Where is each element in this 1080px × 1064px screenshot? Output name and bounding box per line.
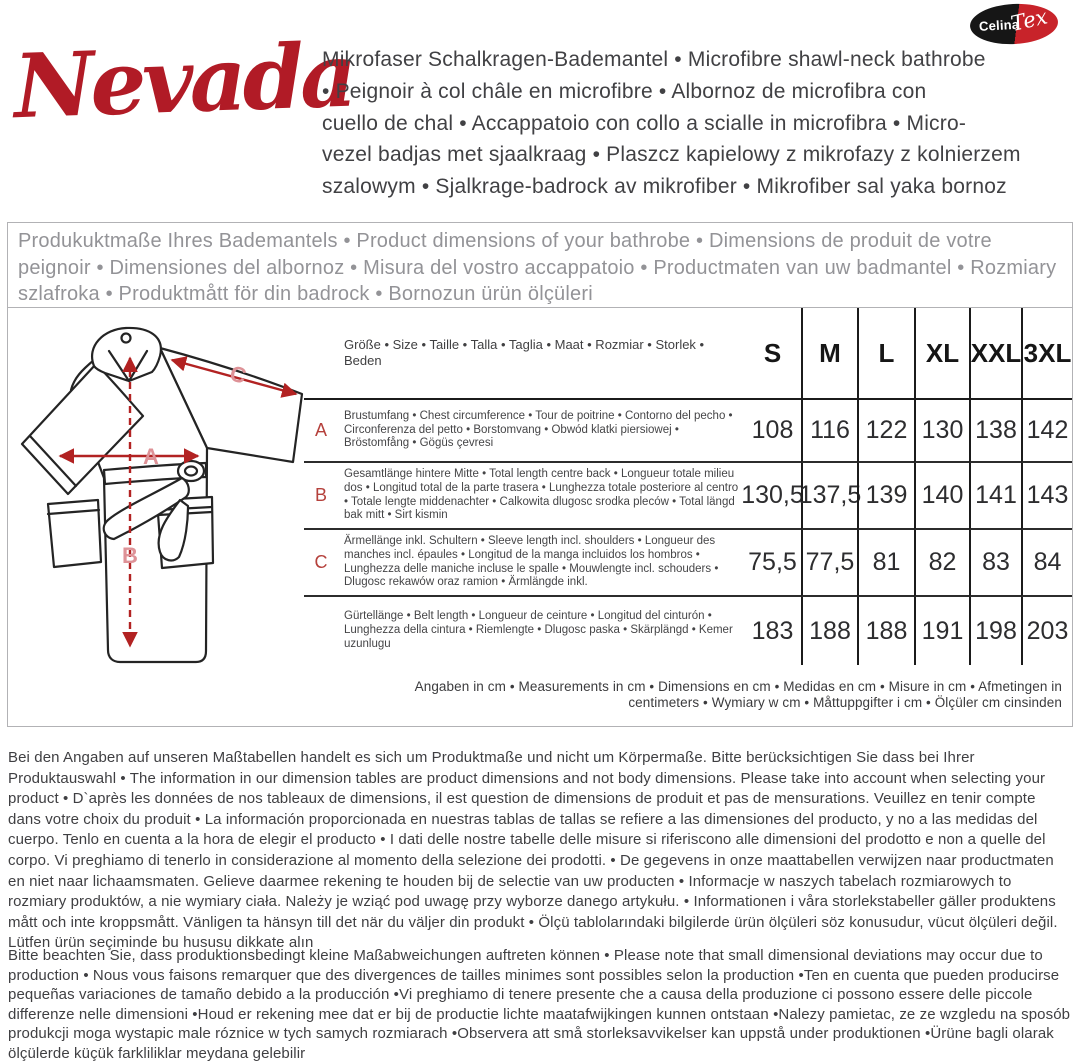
row-letter: [304, 597, 338, 665]
size-table: [304, 308, 1072, 665]
table-cell: 82: [914, 530, 969, 597]
product-dimensions-disclaimer: Bei den Angaben auf unseren Maßtabellen handelt es sich um Produktmaße und nicht um Körpermaße. Bitte berücksichtigen Sie dass bei Ihrer Produktauswahl • The information in our dimension tables are product dimensions and not body dimensions. Please take into account when selecting your product • D`après les données de nos tableaux de dimensions, il est question de dimensions de produit et pas de mensurations. Veuillez en tenir compte dans votre choix du produit • La información proporcionada en nuestras tablas de tallas se refiere a las dimensiones del producto, y no a las medidas del cuerpo. Tenlo en cuenta a la hora de elegir el producto • I dati delle nostre tabelle delle misure si riferiscono alle dimensioni del prodotto e non a quelle del corpo. Vi preghiamo di tenerlo in considerazione al momento della selezione dei prodotti. • De gegevens in onze maattabellen verwijzen naar productmaten en niet naar lichaamsmaten. Gelieve daarmee rekening te houden bij de selectie van uw producten • Informacje w naszych tabelach rozmiarowych to rozmiary produktów, a nie wymiary ciała. Należy je wziąć pod uwagę przy wyborze danego artykułu. • Informationen i våra storlekstabeller gäller produktens mått och inte kroppsmått. Vänligen ta hänsyn till det när du väljer din produkt • Ölçü tablolarındaki bilgilerde ürün ölçüleri söz konusudur, vücut ölçüleri değil. Lütfen ürün seçiminde bu hususu dikkate alın: [8, 749, 1058, 952]
size-table-section: [7, 308, 1073, 727]
table-cell: 188: [801, 597, 857, 665]
table-cell: 77,5: [801, 530, 857, 597]
size-col-m: M: [801, 308, 857, 400]
size-col-xxl: XXL: [969, 308, 1021, 400]
celinatex-logo-celina: Celina: [978, 16, 1020, 34]
table-cell: 130: [914, 400, 969, 463]
bathrobe-diagram: [10, 314, 330, 686]
size-col-s: S: [744, 308, 801, 400]
size-header-label: Größe • Size • Taille • Talla • Taglia • Maat • Rozmiar • Storlek • Beden: [338, 308, 744, 400]
row-letter: C: [304, 530, 338, 597]
size-col-3xl: 3XL: [1021, 308, 1072, 400]
row-letter: A: [304, 400, 338, 463]
dimensions-banner: Produkuktmaße Ihres Bademantels • Product dimensions of your bathrobe • Dimensions de produit de votre peignoir • Dimensiones del albornoz • Misura del vostro accappatoio • Productmaten van uw badmantel • Rozmiary szlafroka • Produktmått för din badrock • Bornozun ürün ölçüleri: [7, 222, 1073, 308]
robe-belt-knot-inner: [185, 467, 197, 476]
robe-shawl-collar: [92, 328, 161, 381]
product-title: [322, 44, 1078, 203]
arrow-label-b: B: [122, 543, 138, 568]
units-note: Angaben in cm • Measurements in cm • Dimensions en cm • Medidas en cm • Misure in cm • Afmetingen in centimeters • Wymiary w cm • Måttuppgifter i cm • Ölçüler cm cinsinden: [414, 679, 1062, 710]
table-cell: 75,5: [744, 530, 801, 597]
table-cell: 139: [857, 463, 914, 530]
product-title-line: cuello de chal • Accappatoio con collo a scialle in microfibra • Micro-: [322, 111, 967, 135]
table-cell: 143: [1021, 463, 1072, 530]
arrow-label-c: C: [227, 360, 249, 389]
arrow-label-a: A: [143, 444, 159, 469]
celinatex-logo-tex: Tex: [1008, 4, 1051, 36]
table-cell: 138: [969, 400, 1021, 463]
size-header-spacer: [304, 308, 338, 400]
product-title-line: szalowym • Sjalkrage-badrock av mikrofiber • Mikrofiber sal yaka bornoz: [322, 175, 1007, 199]
product-title-line: vezel badjas met sjaalkraag • Plaszcz kapielowy z mikrofazy z kolnierzem: [322, 143, 1021, 167]
row-label: Gürtellänge • Belt length • Longueur de ceinture • Longitud del cinturón • Lunghezza della cintura • Riemlengte • Dlugosc paska • Skärplängd • Kemer uzunlugu: [344, 610, 733, 650]
table-cell: 130,5: [744, 463, 801, 530]
table-cell: 198: [969, 597, 1021, 665]
row-letter: B: [304, 463, 338, 530]
product-title-line: Mikrofaser Schalkragen-Bademantel • Microfibre shawl-neck bathrobe: [322, 48, 986, 71]
table-cell: 191: [914, 597, 969, 665]
table-cell: 140: [914, 463, 969, 530]
table-cell: 137,5: [801, 463, 857, 530]
table-cell: 122: [857, 400, 914, 463]
size-col-xl: XL: [914, 308, 969, 400]
production-deviation-disclaimer: Bitte beachten Sie, dass produktionsbedingt kleine Maßabweichungen auftreten können • Please note that small dimensional deviations may occur due to production • Nous vous faisons remarquer que des divergences de tailles minimes sont possibles selon la production •Ten en cuenta que pueden producirse pequeñas variaciones de tamaño debido a la producción •Vi preghiamo di tenere presente che a causa della produzione ci possono essere delle piccole differenze nelle dimensioni •Houd er rekening mee dat er bij de productie lichte maatafwijkingen kunnen ontstaan •Nalezy pamietac, ze ze wzgledu na sposób produkcji moga wystapic male róznice w tych samych rozmiarach •Observera att små storleksavvikelser kan uppstå under produktionen •Ürüne bagli olarak ölçülerde küçük farkliliklar meydana gelebilir: [8, 947, 1071, 1062]
table-cell: 108: [744, 400, 801, 463]
table-cell: 84: [1021, 530, 1072, 597]
table-cell: 142: [1021, 400, 1072, 463]
row-label: Ärmellänge inkl. Schultern • Sleeve length incl. shoulders • Longueur des manches incl. épaules • Longitud de la manga incluidos los hombros • Lunghezza delle maniche incluse le spalle • Mouwlengte incl. schouders • Dlugosc rekawów oraz ramion • Ärmlängde inkl.: [338, 530, 744, 597]
table-cell: 183: [751, 616, 794, 645]
size-col-l: L: [857, 308, 914, 400]
nevada-wordmark: Nevada: [12, 22, 355, 139]
row-label: Gesamtlänge hintere Mitte • Total length centre back • Longueur totale milieu dos • Longitud total de la parte trasera • Lunghezza totale posteriore al centro • Totale lengte middenachter • Calkowita dlugosc srodka pleców • Total längd bak mitt • Sirt kismin: [338, 463, 744, 530]
table-cell: 116: [801, 400, 857, 463]
product-title-line: • Peignoir à col châle en microfibre • Albornoz de microfibra con: [322, 79, 927, 103]
table-cell: 188: [857, 597, 914, 665]
table-cell: 203: [1021, 597, 1072, 665]
table-cell: 141: [969, 463, 1021, 530]
table-cell: 81: [857, 530, 914, 597]
table-cell: 83: [969, 530, 1021, 597]
celinatex-logo: [969, 2, 1059, 47]
row-label: Brustumfang • Chest circumference • Tour de poitrine • Contorno del pecho • Circonferenza del petto • Borstomvang • Obwód klatki piersiowej • Bröstomfång • Gögüs çevresi: [338, 400, 744, 463]
